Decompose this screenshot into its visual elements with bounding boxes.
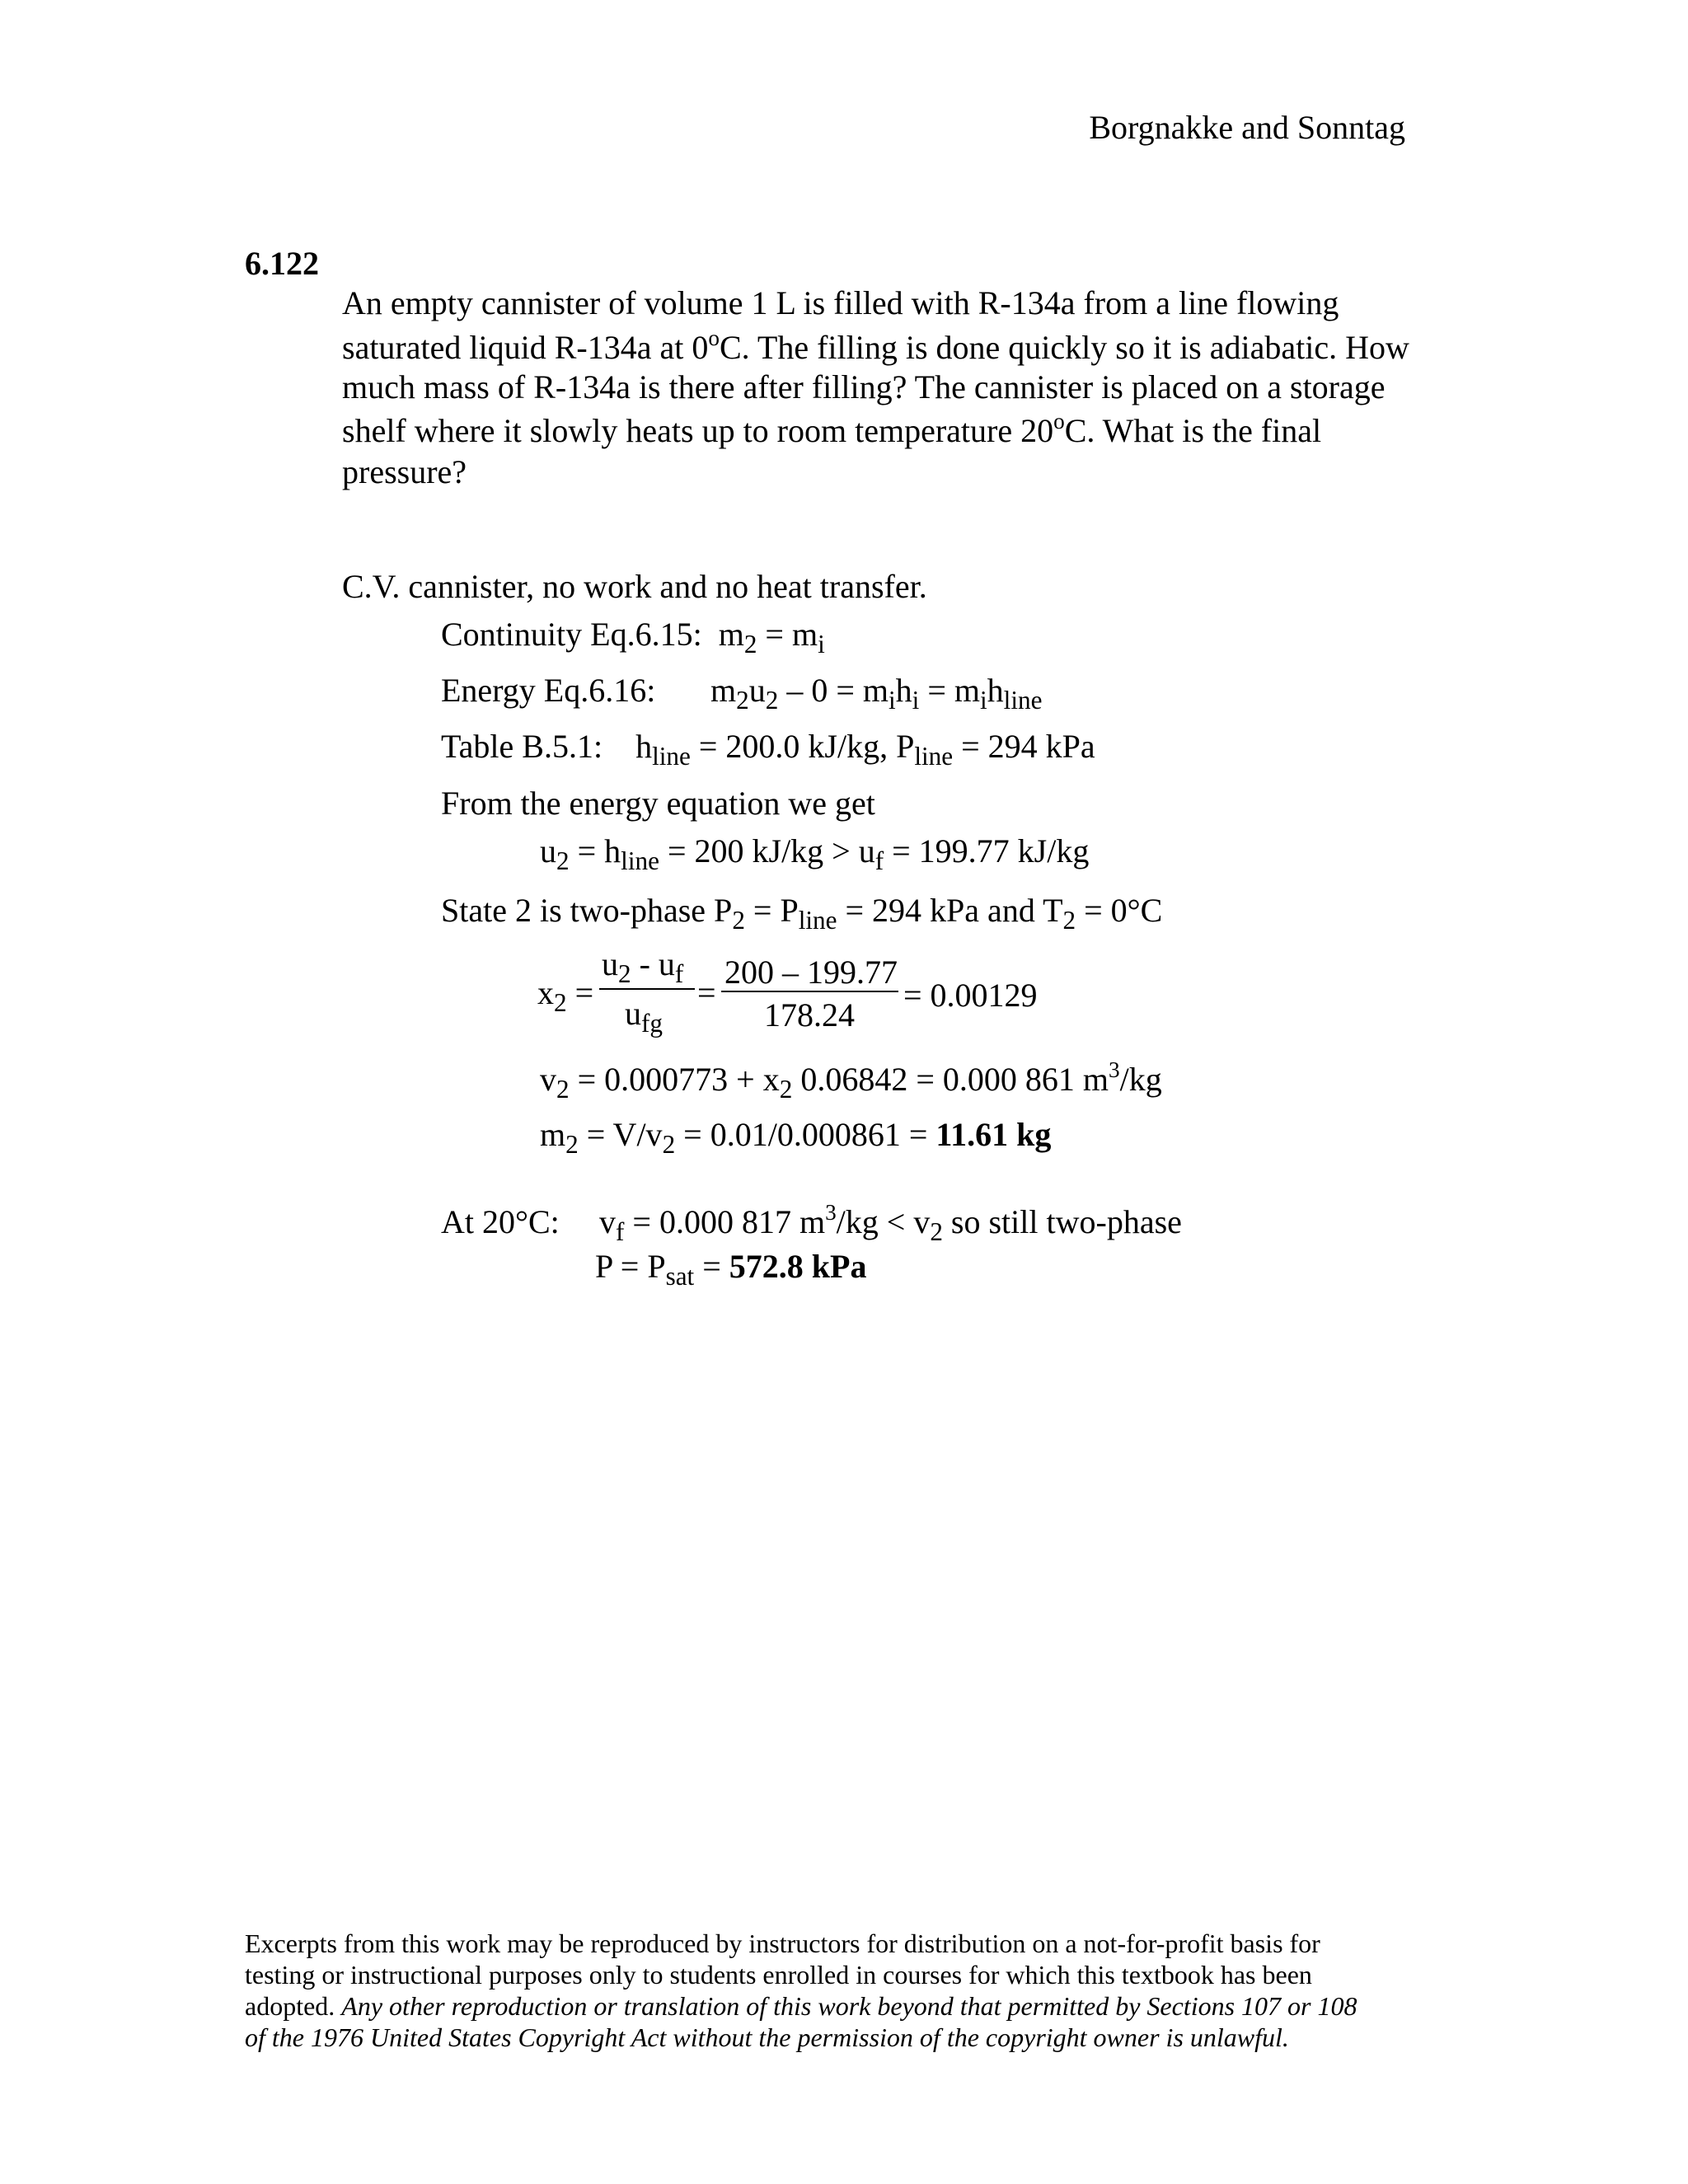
fraction-1-numerator — [602, 945, 684, 989]
pressure-answer: 572.8 kPa — [729, 1248, 867, 1285]
eq-subscript: i — [912, 686, 920, 715]
eq-part: = 0.000 817 m — [624, 1203, 826, 1240]
mass-answer: 11.61 kg — [935, 1116, 1052, 1153]
eq-part: = — [574, 974, 594, 1011]
footer-line-4: of the 1976 United States Copyright Act without the permission of the copyright owner is unlawful. — [245, 2022, 1289, 2052]
eq-part: /kg — [1119, 1061, 1162, 1098]
eq-part: u — [540, 832, 556, 869]
eq-part: = 294 kPa and T — [837, 892, 1063, 929]
footer-text: adopted. — [245, 1991, 342, 2021]
fraction-1-denominator — [625, 995, 663, 1038]
eq-part: = 199.77 kJ/kg — [884, 832, 1090, 869]
eq-part: = 200 kJ/kg > u — [659, 832, 875, 869]
eq-subscript: 2 — [1062, 906, 1076, 935]
eq-part: = V/v — [578, 1116, 663, 1153]
eq-part: = — [694, 1248, 729, 1285]
eq-subscript: fg — [641, 1009, 663, 1038]
eq-part: = m — [757, 616, 818, 653]
eq-subscript: i — [888, 686, 896, 715]
eq-part: – 0 = m — [778, 672, 889, 709]
eq-subscript: 2 — [565, 1130, 579, 1160]
eq-part: h — [635, 728, 653, 765]
problem-text: An empty cannister of volume 1 L is filled with R-134a from a line flowing — [342, 284, 1339, 321]
eq-subscript: 2 — [732, 906, 745, 935]
eq-subscript: line — [621, 846, 659, 876]
eq-subscript: i — [980, 686, 987, 715]
eq-part: /kg < v — [836, 1203, 931, 1240]
problem-text: much mass of R-134a is there after filling? The cannister is placed on a storage — [342, 368, 1386, 405]
control-volume-statement: C.V. cannister, no work and no heat transfer. — [342, 568, 927, 605]
eq-subscript: 2 — [618, 959, 631, 989]
page-header-authors: Borgnakke and Sonntag — [1089, 109, 1405, 146]
problem-text: C. The filling is done quickly so it is adiabatic. How — [719, 329, 1409, 366]
problem-text: pressure? — [342, 453, 467, 490]
eq-subscript: 2 — [556, 846, 570, 876]
eq-part: u — [602, 945, 618, 982]
equation-label: Energy Eq.6.16: — [441, 672, 656, 709]
eq-part: h — [987, 672, 1004, 709]
energy-equation-body — [710, 672, 1043, 715]
problem-text: shelf where it slowly heats up to room temperature 20 — [342, 412, 1054, 449]
eq-subscript: 2 — [779, 1075, 793, 1104]
eq-subscript: sat — [665, 1262, 695, 1291]
problem-line-2 — [342, 325, 1409, 366]
eq-part: 0.06842 = 0.000 861 m — [792, 1061, 1109, 1098]
eq-part: = 0.000773 + x — [569, 1061, 780, 1098]
eq-part: = 0.01/0.000861 = — [675, 1116, 936, 1153]
eq-part: = 294 kPa — [953, 728, 1095, 765]
eq-part: v — [540, 1061, 556, 1098]
eq-part: h — [895, 672, 912, 709]
equation-label: Continuity Eq.6.15: — [441, 616, 702, 653]
fraction-2-bar — [721, 991, 898, 992]
eq-subscript: f — [616, 1217, 625, 1247]
continuity-equation — [441, 616, 825, 659]
eq-subscript: 2 — [736, 686, 749, 715]
eq-subscript: line — [1003, 686, 1043, 715]
quality-result: = 0.00129 — [903, 977, 1038, 1014]
eq-part: State 2 is two-phase P — [441, 892, 733, 929]
energy-result-intro: From the energy equation we get — [441, 785, 875, 822]
eq-subscript: 2 — [930, 1217, 943, 1247]
v2-equation — [540, 1057, 1162, 1104]
fraction-2-denominator: 178.24 — [764, 996, 855, 1033]
eq-subscript: line — [798, 906, 837, 935]
problem-number: 6.122 — [245, 245, 319, 282]
eq-subscript: i — [818, 630, 825, 659]
eq-subscript: f — [674, 959, 684, 989]
eq-part: so still two-phase — [942, 1203, 1182, 1240]
eq-superscript: 3 — [1108, 1057, 1120, 1082]
x2-lhs — [537, 974, 594, 1018]
problem-line-4 — [342, 408, 1322, 449]
fraction-1-bar — [599, 988, 695, 990]
degree-superscript: o — [1053, 408, 1065, 434]
eq-subscript: line — [914, 742, 954, 771]
eq-part: v — [599, 1203, 616, 1240]
table-lookup-line — [441, 728, 1095, 771]
eq-subscript: 2 — [556, 1075, 570, 1104]
eq-subscript: f — [874, 846, 884, 876]
problem-line-1 — [342, 284, 1339, 321]
eq-part: u — [748, 672, 766, 709]
problem-text: C. What is the final — [1064, 412, 1322, 449]
footer-line-2: testing or instructional purposes only to students enrolled in courses for which this textbook has been — [245, 1960, 1312, 1990]
final-pressure-equation — [595, 1248, 867, 1291]
degree-superscript: o — [708, 325, 720, 350]
energy-equation — [441, 674, 655, 707]
problem-line-5 — [342, 453, 467, 490]
eq-subscript: line — [652, 742, 691, 771]
fraction-2-numerator: 200 – 199.77 — [724, 954, 898, 991]
eq-part: x — [537, 974, 554, 1011]
eq-part: - u — [631, 945, 675, 982]
problem-text: saturated liquid R-134a at 0 — [342, 329, 709, 366]
vf-equation — [599, 1199, 1182, 1247]
eq-subscript: 2 — [765, 686, 779, 715]
eq-subscript: 2 — [554, 988, 567, 1018]
eq-part: = h — [569, 832, 621, 869]
m2-equation — [540, 1116, 1052, 1160]
eq-part: P = P — [595, 1248, 666, 1285]
eq-part: = 0°C — [1076, 892, 1163, 929]
eq-part: = 200.0 kJ/kg, P — [690, 728, 915, 765]
at-20c-label: At 20°C: — [441, 1203, 560, 1240]
footer-line-1: Excerpts from this work may be reproduced by instructors for distribution on a not-for-profit basis for — [245, 1929, 1320, 1958]
eq-part: m — [710, 672, 737, 709]
equals-sign: = — [697, 974, 716, 1011]
eq-part: m — [718, 616, 744, 653]
problem-line-3 — [342, 368, 1386, 405]
eq-part: = P — [744, 892, 799, 929]
equation-label: Table B.5.1: — [441, 728, 603, 765]
state2-line — [441, 892, 1163, 935]
eq-subscript: 2 — [662, 1130, 676, 1160]
footer-italic-text: Any other reproduction or translation of this work beyond that permitted by Sections 107 or 108 — [341, 1991, 1357, 2021]
u2-equation — [540, 832, 1090, 876]
eq-part: = m — [919, 672, 980, 709]
eq-part: m — [540, 1116, 566, 1153]
footer-line-3 — [245, 1993, 1357, 2019]
eq-superscript: 3 — [825, 1199, 837, 1225]
eq-part: u — [625, 995, 641, 1032]
eq-subscript: 2 — [743, 630, 757, 659]
